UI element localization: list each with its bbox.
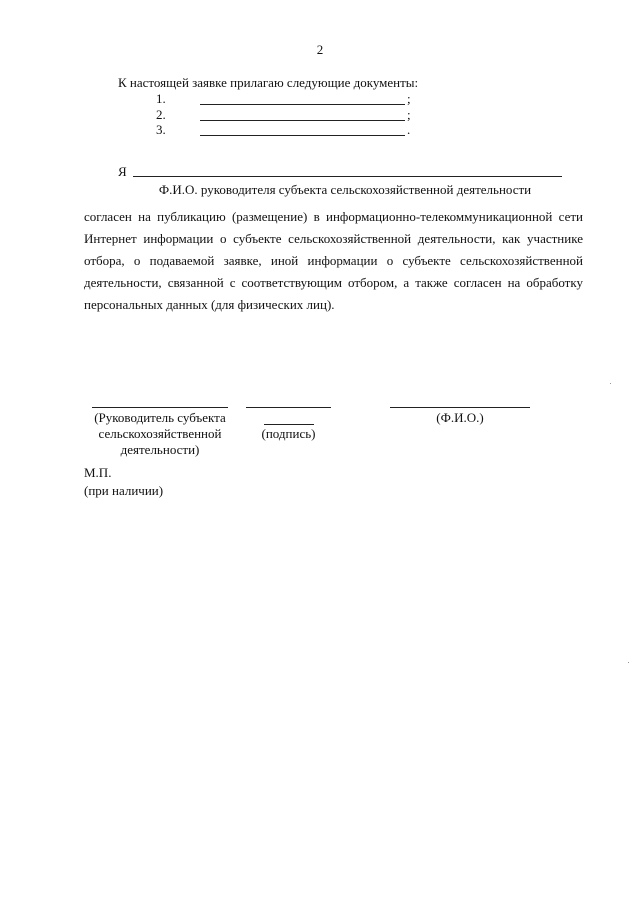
document-blank-line <box>200 120 405 121</box>
fio-blank-line <box>133 176 562 177</box>
document-item-number: 1. <box>156 91 166 106</box>
document-item-punct: ; <box>407 91 411 106</box>
document-item-2 <box>156 107 411 123</box>
document-blank-line <box>200 104 405 105</box>
fio-signature-line <box>390 407 530 408</box>
documents-intro: К настоящей заявке прилагаю следующие документы: <box>118 75 419 90</box>
document-item-number: 2. <box>156 107 166 122</box>
scan-speck <box>610 383 611 384</box>
head-caption: (Руководитель субъекта сельскохозяйственной деятельности) <box>94 410 226 457</box>
stamp-note: (при наличии) <box>84 483 164 498</box>
declaration-prefix: Я <box>118 164 127 179</box>
page-number: 2 <box>316 42 324 57</box>
fio-signature-caption: (Ф.И.О.) <box>436 410 484 425</box>
document-item-punct: ; <box>407 107 411 122</box>
signature-line <box>246 407 331 408</box>
document-blank-line <box>200 135 405 136</box>
scan-speck <box>628 662 629 663</box>
document-item-number: 3. <box>156 122 166 137</box>
fio-caption: Ф.И.О. руководителя субъекта сельскохозяйственной деятельности <box>158 182 532 197</box>
signature-underline <box>264 424 314 425</box>
consent-paragraph: согласен на публикацию (размещение) в информационно-телекоммуникационной сети Интернет информации о субъекте сельскохозяйственной деятельности, как участнике отбора, о подаваемой заявке, иной информации о субъекте сельскохозяйственной деятельности, связанной с соответствующим отбором, а также согласен на обработку персональных данных (для физических лиц). <box>84 209 583 312</box>
document-item-1 <box>156 91 411 107</box>
document-item-3 <box>156 122 411 138</box>
stamp-label: М.П. <box>84 465 112 480</box>
head-signature-line <box>92 407 228 408</box>
document-item-punct: . <box>407 122 411 137</box>
signature-caption: (подпись) <box>261 426 316 441</box>
